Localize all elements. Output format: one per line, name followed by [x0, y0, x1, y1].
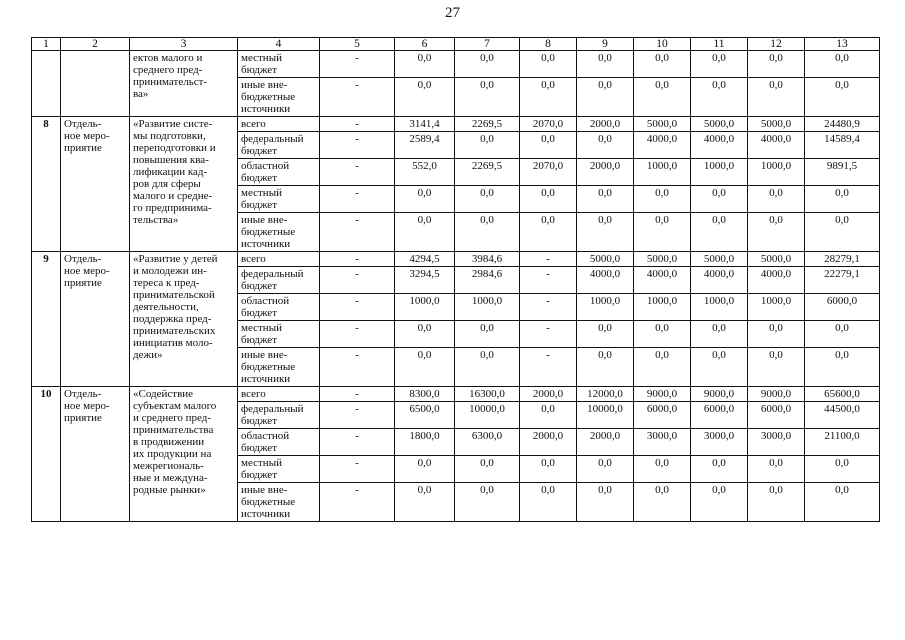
value-cell-col10: 0,0	[634, 456, 691, 483]
measure-type-cell	[61, 117, 130, 252]
value-cell-col6: 0,0	[395, 186, 455, 213]
column-number-2: 2	[61, 38, 130, 51]
value-cell-col9: 0,0	[577, 186, 634, 213]
value-cell-col9: 0,0	[577, 78, 634, 117]
text-line: всего	[241, 253, 266, 265]
value-cell-col11: 5000,0	[691, 252, 748, 267]
value-cell-col12: 6000,0	[748, 402, 805, 429]
text-line: ное меро-	[64, 265, 110, 277]
col5-cell: -	[320, 348, 395, 387]
value-cell-col11: 0,0	[691, 186, 748, 213]
text-line: федеральный	[241, 403, 304, 415]
column-number-row	[32, 38, 880, 51]
text-line: тереса к пред-	[133, 277, 200, 289]
value-cell-col9: 0,0	[577, 51, 634, 78]
text-line: всего	[241, 118, 266, 130]
value-cell-col13: 6000,0	[805, 294, 880, 321]
value-cell-col13: 65600,0	[805, 387, 880, 402]
col5-cell: -	[320, 402, 395, 429]
measure-number-cell: 8	[32, 117, 61, 252]
funding-source-cell	[238, 402, 320, 429]
funding-source-cell	[238, 348, 320, 387]
value-cell-col11: 9000,0	[691, 387, 748, 402]
value-cell-col7: 0,0	[455, 132, 520, 159]
col5-cell: -	[320, 387, 395, 402]
value-cell-col12: 0,0	[748, 213, 805, 252]
value-cell-col6: 1000,0	[395, 294, 455, 321]
text-line: областной	[241, 295, 290, 307]
value-cell-col12: 0,0	[748, 456, 805, 483]
table-row	[32, 117, 880, 132]
col5-cell: -	[320, 159, 395, 186]
text-line: федеральный	[241, 133, 304, 145]
text-line: областной	[241, 430, 290, 442]
text-line: повышения ква-	[133, 154, 209, 166]
text-line: межрегиональ-	[133, 460, 204, 472]
value-cell-col13: 14589,4	[805, 132, 880, 159]
value-cell-col8: 2070,0	[520, 159, 577, 186]
text-line: бюджет	[241, 280, 277, 292]
text-line: бюджет	[241, 145, 277, 157]
value-cell-col13: 0,0	[805, 483, 880, 522]
text-line: источники	[241, 508, 291, 520]
funding-source-cell	[238, 456, 320, 483]
value-cell-col8: -	[520, 321, 577, 348]
text-line: местный	[241, 457, 282, 469]
value-cell-col6: 3141,4	[395, 117, 455, 132]
value-cell-col7: 0,0	[455, 78, 520, 117]
value-cell-col8: -	[520, 252, 577, 267]
funding-source-cell	[238, 321, 320, 348]
page-number: 27	[445, 5, 460, 21]
funding-source-cell	[238, 132, 320, 159]
value-cell-col13: 9891,5	[805, 159, 880, 186]
value-cell-col6: 0,0	[395, 483, 455, 522]
value-cell-col9: 0,0	[577, 483, 634, 522]
text-line: принимательст-	[133, 76, 208, 88]
value-cell-col7: 3984,6	[455, 252, 520, 267]
measure-number-cell: 10	[32, 387, 61, 522]
column-number-6: 6	[395, 38, 455, 51]
value-cell-col8: -	[520, 348, 577, 387]
value-cell-col10: 0,0	[634, 483, 691, 522]
value-cell-col10: 0,0	[634, 51, 691, 78]
funding-source-cell	[238, 387, 320, 402]
text-line: бюджетные	[241, 361, 296, 373]
text-line: лификации кад-	[133, 166, 208, 178]
value-cell-col13: 0,0	[805, 348, 880, 387]
text-line: деятельности,	[133, 301, 199, 313]
value-cell-col12: 0,0	[748, 483, 805, 522]
value-cell-col10: 0,0	[634, 213, 691, 252]
value-cell-col7: 16300,0	[455, 387, 520, 402]
value-cell-col7: 2984,6	[455, 267, 520, 294]
text-line: приятие	[64, 412, 102, 424]
value-cell-col11: 0,0	[691, 483, 748, 522]
column-number-5: 5	[320, 38, 395, 51]
funding-source-cell	[238, 117, 320, 132]
text-line: родные рынки»	[133, 484, 206, 496]
value-cell-col10: 6000,0	[634, 402, 691, 429]
col5-cell: -	[320, 483, 395, 522]
value-cell-col9: 2000,0	[577, 429, 634, 456]
text-line: в продвижении	[133, 436, 205, 448]
value-cell-col12: 0,0	[748, 348, 805, 387]
text-line: ектов малого и	[133, 52, 203, 64]
text-line: бюджет	[241, 199, 277, 211]
value-cell-col10: 5000,0	[634, 117, 691, 132]
value-cell-col8: 0,0	[520, 51, 577, 78]
text-line: бюджет	[241, 334, 277, 346]
value-cell-col7: 0,0	[455, 348, 520, 387]
text-line: Отдель-	[64, 118, 102, 130]
value-cell-col8: -	[520, 294, 577, 321]
value-cell-col12: 0,0	[748, 186, 805, 213]
text-line: бюджетные	[241, 226, 296, 238]
text-line: малого и средне-	[133, 190, 213, 202]
value-cell-col12: 1000,0	[748, 294, 805, 321]
value-cell-col9: 5000,0	[577, 252, 634, 267]
text-line: «Развитие у детей	[133, 253, 218, 265]
value-cell-col9: 0,0	[577, 348, 634, 387]
value-cell-col6: 4294,5	[395, 252, 455, 267]
value-cell-col9: 4000,0	[577, 267, 634, 294]
value-cell-col9: 2000,0	[577, 159, 634, 186]
value-cell-col8: 0,0	[520, 213, 577, 252]
value-cell-col6: 0,0	[395, 213, 455, 252]
value-cell-col10: 9000,0	[634, 387, 691, 402]
text-line: мы подготовки,	[133, 130, 206, 142]
text-line: ное меро-	[64, 400, 110, 412]
text-line: поддержка пред-	[133, 313, 212, 325]
text-line: принимательских	[133, 325, 216, 337]
col5-cell: -	[320, 267, 395, 294]
col5-cell: -	[320, 132, 395, 159]
text-line: иные вне-	[241, 484, 288, 496]
value-cell-col7: 0,0	[455, 483, 520, 522]
text-line: среднего пред-	[133, 64, 203, 76]
value-cell-col11: 0,0	[691, 51, 748, 78]
value-cell-col10: 0,0	[634, 78, 691, 117]
text-line: иные вне-	[241, 79, 288, 91]
value-cell-col7: 0,0	[455, 213, 520, 252]
measure-name-cell	[130, 387, 238, 522]
text-line: бюджетные	[241, 496, 296, 508]
text-line: местный	[241, 322, 282, 334]
column-number-12: 12	[748, 38, 805, 51]
measure-name-cell	[130, 117, 238, 252]
text-line: приятие	[64, 142, 102, 154]
value-cell-col6: 0,0	[395, 321, 455, 348]
value-cell-col12: 0,0	[748, 51, 805, 78]
value-cell-col13: 0,0	[805, 213, 880, 252]
value-cell-col11: 6000,0	[691, 402, 748, 429]
table-row	[32, 387, 880, 402]
funding-source-cell	[238, 252, 320, 267]
column-number-9: 9	[577, 38, 634, 51]
column-number-7: 7	[455, 38, 520, 51]
column-number-8: 8	[520, 38, 577, 51]
value-cell-col8: 2070,0	[520, 117, 577, 132]
text-line: местный	[241, 52, 282, 64]
col5-cell: -	[320, 117, 395, 132]
value-cell-col11: 3000,0	[691, 429, 748, 456]
text-line: источники	[241, 238, 291, 250]
text-line: «Содействие	[133, 388, 194, 400]
value-cell-col11: 0,0	[691, 213, 748, 252]
value-cell-col9: 2000,0	[577, 117, 634, 132]
measure-number-cell: 9	[32, 252, 61, 387]
text-line: бюджет	[241, 415, 277, 427]
text-line: всего	[241, 388, 266, 400]
value-cell-col11: 1000,0	[691, 294, 748, 321]
text-line: бюджет	[241, 469, 277, 481]
budget-table	[31, 37, 880, 522]
col5-cell: -	[320, 294, 395, 321]
value-cell-col11: 4000,0	[691, 132, 748, 159]
value-cell-col9: 0,0	[577, 456, 634, 483]
value-cell-col7: 1000,0	[455, 294, 520, 321]
value-cell-col9: 0,0	[577, 321, 634, 348]
col5-cell: -	[320, 429, 395, 456]
text-line: дежи»	[133, 349, 163, 361]
column-number-1: 1	[32, 38, 61, 51]
text-line: го предпринима-	[133, 202, 212, 214]
value-cell-col10: 1000,0	[634, 294, 691, 321]
value-cell-col6: 0,0	[395, 456, 455, 483]
value-cell-col10: 0,0	[634, 321, 691, 348]
col5-cell: -	[320, 252, 395, 267]
value-cell-col13: 21100,0	[805, 429, 880, 456]
value-cell-col10: 3000,0	[634, 429, 691, 456]
value-cell-col6: 0,0	[395, 51, 455, 78]
measure-type-cell	[61, 51, 130, 117]
text-line: тельства»	[133, 214, 179, 226]
column-number-10: 10	[634, 38, 691, 51]
value-cell-col6: 0,0	[395, 348, 455, 387]
value-cell-col10: 5000,0	[634, 252, 691, 267]
funding-source-cell	[238, 429, 320, 456]
col5-cell: -	[320, 186, 395, 213]
value-cell-col13: 0,0	[805, 456, 880, 483]
text-line: иные вне-	[241, 349, 288, 361]
value-cell-col10: 4000,0	[634, 267, 691, 294]
value-cell-col10: 1000,0	[634, 159, 691, 186]
text-line: «Развитие систе-	[133, 118, 213, 130]
text-line: принимательской	[133, 289, 215, 301]
value-cell-col12: 1000,0	[748, 159, 805, 186]
text-line: ные и междуна-	[133, 472, 208, 484]
col5-cell: -	[320, 78, 395, 117]
value-cell-col7: 6300,0	[455, 429, 520, 456]
value-cell-col12: 3000,0	[748, 429, 805, 456]
value-cell-col11: 5000,0	[691, 117, 748, 132]
funding-source-cell	[238, 51, 320, 78]
text-line: и молодежи ин-	[133, 265, 207, 277]
col5-cell: -	[320, 321, 395, 348]
column-number-13: 13	[805, 38, 880, 51]
funding-source-cell	[238, 294, 320, 321]
value-cell-col8: -	[520, 267, 577, 294]
value-cell-col6: 6500,0	[395, 402, 455, 429]
text-line: бюджет	[241, 442, 277, 454]
value-cell-col8: 0,0	[520, 78, 577, 117]
value-cell-col12: 4000,0	[748, 267, 805, 294]
funding-source-cell	[238, 483, 320, 522]
text-line: и среднего пред-	[133, 412, 211, 424]
text-line: Отдель-	[64, 388, 102, 400]
text-line: источники	[241, 373, 291, 385]
value-cell-col7: 0,0	[455, 321, 520, 348]
text-line: ное меро-	[64, 130, 110, 142]
value-cell-col8: 0,0	[520, 483, 577, 522]
value-cell-col11: 0,0	[691, 348, 748, 387]
column-number-4: 4	[238, 38, 320, 51]
value-cell-col12: 5000,0	[748, 252, 805, 267]
value-cell-col9: 0,0	[577, 213, 634, 252]
funding-source-cell	[238, 267, 320, 294]
measure-type-cell	[61, 252, 130, 387]
value-cell-col10: 4000,0	[634, 132, 691, 159]
value-cell-col8: 0,0	[520, 456, 577, 483]
value-cell-col6: 8300,0	[395, 387, 455, 402]
text-line: бюджет	[241, 172, 277, 184]
value-cell-col8: 0,0	[520, 402, 577, 429]
value-cell-col6: 552,0	[395, 159, 455, 186]
value-cell-col11: 1000,0	[691, 159, 748, 186]
col5-cell: -	[320, 213, 395, 252]
value-cell-col8: 2000,0	[520, 387, 577, 402]
value-cell-col13: 0,0	[805, 321, 880, 348]
column-number-3: 3	[130, 38, 238, 51]
value-cell-col13: 0,0	[805, 51, 880, 78]
text-line: их продукции на	[133, 448, 212, 460]
text-line: областной	[241, 160, 290, 172]
value-cell-col7: 0,0	[455, 51, 520, 78]
value-cell-col7: 10000,0	[455, 402, 520, 429]
value-cell-col7: 2269,5	[455, 117, 520, 132]
value-cell-col8: 2000,0	[520, 429, 577, 456]
text-line: иные вне-	[241, 214, 288, 226]
value-cell-col6: 2589,4	[395, 132, 455, 159]
value-cell-col7: 0,0	[455, 186, 520, 213]
measure-name-cell	[130, 252, 238, 387]
measure-number-cell	[32, 51, 61, 117]
value-cell-col8: 0,0	[520, 186, 577, 213]
value-cell-col7: 2269,5	[455, 159, 520, 186]
text-line: Отдель-	[64, 253, 102, 265]
text-line: ва»	[133, 88, 149, 100]
funding-source-cell	[238, 213, 320, 252]
column-number-11: 11	[691, 38, 748, 51]
funding-source-cell	[238, 159, 320, 186]
value-cell-col6: 1800,0	[395, 429, 455, 456]
measure-type-cell	[61, 387, 130, 522]
funding-source-cell	[238, 78, 320, 117]
text-line: бюджетные	[241, 91, 296, 103]
value-cell-col12: 4000,0	[748, 132, 805, 159]
value-cell-col13: 0,0	[805, 78, 880, 117]
text-line: переподготовки и	[133, 142, 216, 154]
text-line: субъектам малого	[133, 400, 217, 412]
table-row	[32, 51, 880, 78]
text-line: местный	[241, 187, 282, 199]
text-line: федеральный	[241, 268, 304, 280]
value-cell-col10: 0,0	[634, 348, 691, 387]
funding-source-cell	[238, 186, 320, 213]
value-cell-col13: 22279,1	[805, 267, 880, 294]
text-line: бюджет	[241, 307, 277, 319]
text-line: инициатив моло-	[133, 337, 213, 349]
text-line: бюджет	[241, 64, 277, 76]
measure-name-cell	[130, 51, 238, 117]
value-cell-col12: 0,0	[748, 321, 805, 348]
value-cell-col6: 3294,5	[395, 267, 455, 294]
value-cell-col9: 0,0	[577, 132, 634, 159]
value-cell-col8: 0,0	[520, 132, 577, 159]
col5-cell: -	[320, 456, 395, 483]
table-row	[32, 252, 880, 267]
value-cell-col13: 24480,9	[805, 117, 880, 132]
value-cell-col7: 0,0	[455, 456, 520, 483]
value-cell-col6: 0,0	[395, 78, 455, 117]
text-line: принимательства	[133, 424, 214, 436]
col5-cell: -	[320, 51, 395, 78]
value-cell-col12: 5000,0	[748, 117, 805, 132]
value-cell-col12: 9000,0	[748, 387, 805, 402]
value-cell-col11: 0,0	[691, 321, 748, 348]
value-cell-col9: 10000,0	[577, 402, 634, 429]
value-cell-col13: 0,0	[805, 186, 880, 213]
value-cell-col11: 0,0	[691, 78, 748, 117]
text-line: ров для сферы	[133, 178, 201, 190]
value-cell-col13: 44500,0	[805, 402, 880, 429]
value-cell-col12: 0,0	[748, 78, 805, 117]
value-cell-col11: 0,0	[691, 456, 748, 483]
value-cell-col13: 28279,1	[805, 252, 880, 267]
value-cell-col9: 12000,0	[577, 387, 634, 402]
value-cell-col11: 4000,0	[691, 267, 748, 294]
text-line: приятие	[64, 277, 102, 289]
text-line: источники	[241, 103, 291, 115]
value-cell-col10: 0,0	[634, 186, 691, 213]
value-cell-col9: 1000,0	[577, 294, 634, 321]
